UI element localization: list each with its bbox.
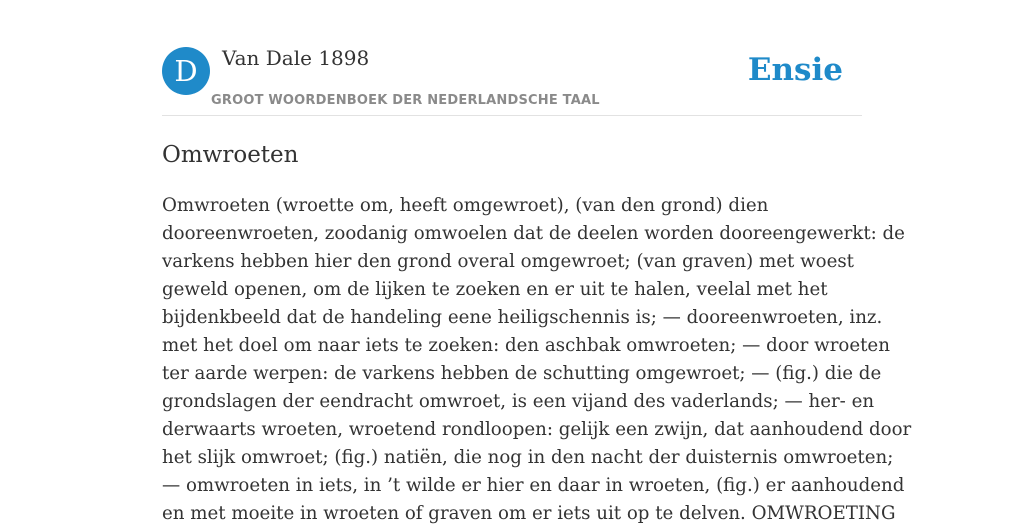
entry-definition bbox=[162, 192, 912, 528]
source-logo[interactable]: D bbox=[162, 47, 210, 95]
definition-line: grondslagen der eendracht omwroet, is een vijand des vaderlands; — her- en bbox=[162, 391, 875, 412]
definition-line: derwaarts wroeten, wroetend rondloopen: gelijk een zwijn, dat aanhoudend door bbox=[162, 419, 912, 440]
definition-line: dooreenwroeten, zoodanig omwoelen dat de deelen worden dooreengewerkt: de bbox=[162, 223, 905, 244]
definition-line: — omwroeten in iets, in ’t wilde er hier en daar in wroeten, (fig.) er aanhoudend bbox=[162, 475, 905, 496]
definition-line: en met moeite in wroeten of graven om er iets uit op te delven. OMWROETING bbox=[162, 503, 896, 524]
definition-line: varkens hebben hier den grond overal omgewroet; (van graven) met woest bbox=[162, 251, 854, 272]
definition-line: het slijk omwroet; (fig.) natiën, die nog in den nacht der duisternis omwroeten; bbox=[162, 447, 894, 468]
definition-line: Omwroeten (wroette om, heeft omgewroet), (van den grond) dien bbox=[162, 195, 769, 216]
definition-line: met het doel om naar iets te zoeken: den aschbak omwroeten; — door wroeten bbox=[162, 335, 890, 356]
source-subtitle: GROOT WOORDENBOEK DER NEDERLANDSCHE TAAL bbox=[211, 93, 600, 108]
definition-line: geweld openen, om de lijken te zoeken en er uit te halen, veelal met het bbox=[162, 279, 828, 300]
definition-line: ter aarde werpen: de varkens hebben de schutting omgewroet; — (fig.) die de bbox=[162, 363, 882, 384]
header-divider bbox=[162, 115, 862, 116]
source-title[interactable]: Van Dale 1898 bbox=[222, 46, 370, 70]
entry-headword: Omwroeten bbox=[162, 142, 299, 168]
brand-logo-link[interactable]: Ensie bbox=[747, 52, 843, 88]
definition-line: bijdenkbeeld dat de handeling eene heiligschennis is; — dooreenwroeten, inz. bbox=[162, 307, 883, 328]
